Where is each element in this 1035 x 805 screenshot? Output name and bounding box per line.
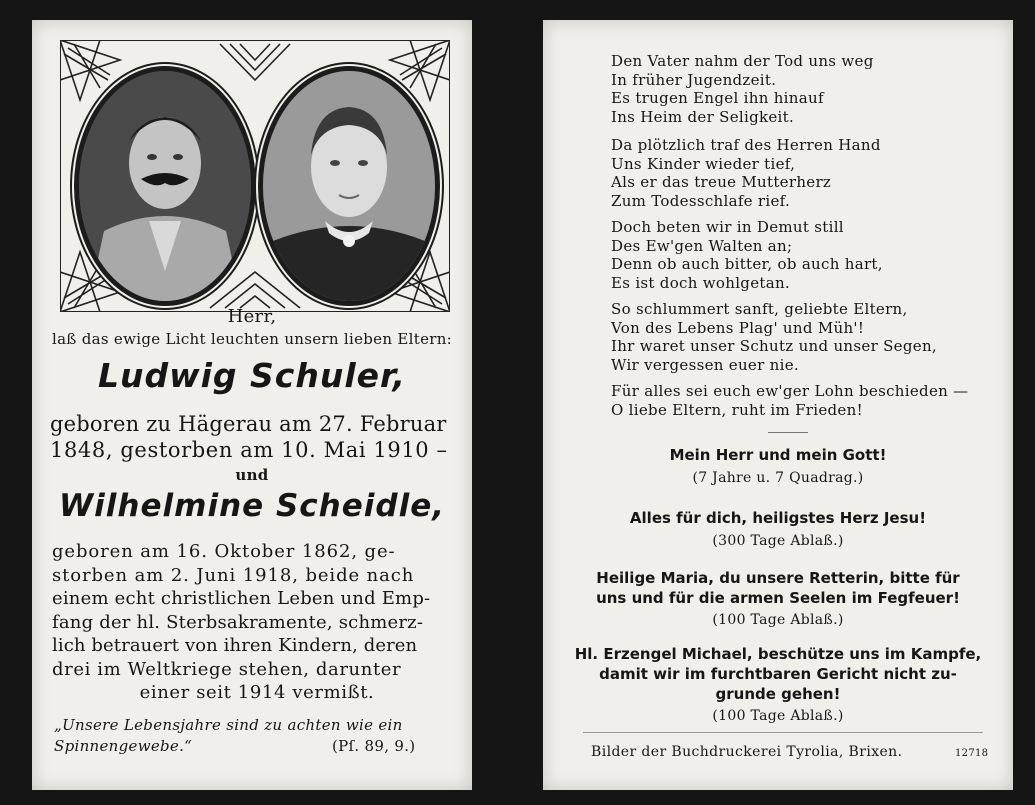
poem-stanza-1 [611, 52, 874, 126]
memorial-card-left [32, 20, 472, 790]
poem-line: Für alles sei euch ew'ger Lohn beschieden — [611, 382, 969, 400]
poem-stanza-3 [611, 218, 883, 292]
indulgence-1: (7 Jahre u. 7 Quadrag.) [692, 470, 864, 486]
poem-line: Uns Kinder wieder tief, [611, 154, 796, 173]
poem-line: Denn ob auch bitter, ob auch hart, [611, 255, 883, 273]
and-word: und [235, 466, 269, 484]
poem-stanza-4 [611, 300, 937, 374]
poem-line: Es ist doch wohlgetan. [611, 273, 790, 292]
poem-line: Von des Lebens Plag' und Müh'! [611, 318, 865, 337]
poem-line: Als er das treue Mutterherz [611, 173, 832, 191]
invocation: Herr, [227, 306, 277, 327]
ejaculation-4-line-1: Hl. Erzengel Michael, beschütze uns im Kampfe, [574, 645, 982, 663]
ejaculation-3-line-2: uns und für die armen Seelen im Fegfeuer! [596, 589, 960, 607]
poem-line: Ins Heim der Seligkeit. [611, 107, 795, 126]
psalm-reference: (Pſ. 89, 9.) [332, 737, 416, 755]
poem-stanza-2 [611, 136, 881, 210]
mother-details [52, 540, 462, 705]
poem-stanza-5 [611, 382, 968, 419]
indulgence-4: (100 Tage Ablaß.) [712, 708, 844, 724]
mother-name: Wilhelmine Scheidle, [58, 488, 446, 524]
poem-line: Es trugen Engel ihn hinauf [611, 89, 824, 107]
poem-line: Zum Todesschlafe rief. [611, 191, 791, 210]
poem-line: So schlummert sanft, geliebte Eltern, [611, 300, 908, 318]
father-line-2: 1848, gestorben am 10. Mai 1910 – [50, 438, 448, 462]
mother-line: fang der hl. Sterbsakramente, schmerz- [52, 611, 424, 633]
footer-divider [583, 732, 983, 733]
poem-line: In früher Jugendzeit. [611, 70, 777, 89]
mother-line: geboren am 16. Oktober 1862, ge- [52, 541, 396, 562]
portrait-frame [60, 40, 450, 312]
prayer-line: laß das ewige Licht leuchten unsern lieben Eltern: [51, 330, 453, 348]
mother-line: einem echt christlichen Leben und Emp- [52, 588, 431, 609]
print-number: 12718 [955, 748, 989, 759]
psalm-quote-line-2: Spinnengewebe.“ [54, 737, 193, 755]
poem-line: Des Ew'gen Walten an; [611, 236, 793, 255]
divider [768, 432, 808, 433]
portrait-woman [258, 66, 440, 306]
ejaculation-3-line-1: Heilige Maria, du unsere Retterin, bitte für [596, 569, 960, 587]
portrait-man [74, 66, 256, 306]
mother-line: lich betrauert von ihren Kindern, deren [52, 635, 418, 656]
indulgence-2: (300 Tage Ablaß.) [712, 533, 844, 549]
ejaculation-4-line-2: damit wir im furchtbaren Gericht nicht zu- [599, 665, 957, 683]
poem-line: Doch beten wir in Demut still [611, 218, 844, 236]
mother-line: storben am 2. Juni 1918, beide nach [52, 564, 415, 586]
psalm-quote-line-1: „Unsere Lebensjahre sind zu achten wie ein [54, 716, 403, 734]
poem-line: Den Vater nahm der Tod uns weg [611, 52, 874, 70]
mother-line: einer seit 1914 vermißt. [139, 682, 375, 703]
father-line-1: geboren zu Hägerau am 27. Februar [50, 412, 447, 436]
indulgence-3: (100 Tage Ablaß.) [712, 612, 844, 628]
mother-line: drei im Weltkriege stehen, darunter [52, 658, 402, 680]
poem-line: O liebe Eltern, ruht im Frieden! [611, 400, 863, 419]
poem-line: Wir vergessen euer nie. [611, 355, 799, 374]
ejaculation-2: Alles für dich, heiligstes Herz Jesu! [629, 509, 927, 527]
ejaculation-4-line-3: grunde gehen! [715, 685, 841, 703]
memorial-card-right [543, 20, 1013, 790]
printer-credit: Bilder der Buchdruckerei Tyrolia, Brixen. [591, 744, 903, 760]
poem-line: Ihr waret unser Schutz und unser Segen, [611, 337, 937, 355]
ejaculation-1: Mein Herr und mein Gott! [669, 446, 887, 464]
poem-line: Da plötzlich traf des Herren Hand [611, 136, 881, 154]
father-name: Ludwig Schuler, [97, 356, 407, 395]
